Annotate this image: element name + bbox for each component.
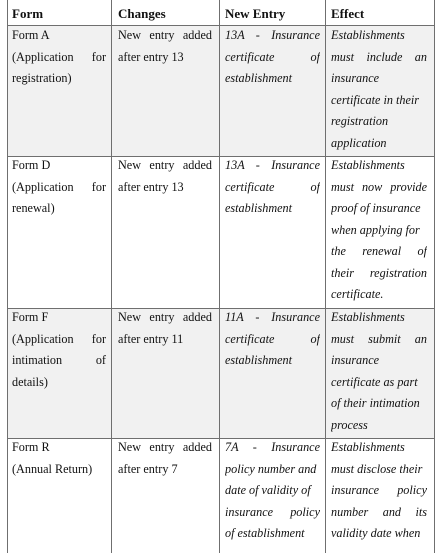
header-effect: Effect [331,6,365,21]
cell-new-entry: 11A - Insurance certificate of establishment [225,310,320,367]
cell-new-entry: 13A - Insurance certificate of establishment [225,158,320,215]
header-new-entry: New Entry [225,6,286,21]
cell-changes: New entry added after entry 13 [118,158,212,194]
grid-line-col-4 [325,0,326,553]
cell-effect: Establishments must include an insurance certificate in their registration application [331,28,427,150]
grid-line-col-2 [111,0,112,553]
header-changes: Changes [118,6,166,21]
cell-effect: Establishments must now provide proof of insurance when applying for the renewal of their registration certificate. [331,158,427,301]
grid-line-left [7,0,8,553]
cell-new-entry: 7A - Insurance policy number and date of validity of insurance policy of establishment [225,440,320,540]
cell-changes: New entry added after entry 13 [118,28,212,64]
header-form: Form [12,6,44,21]
cell-form: Form F (Application for intimation of details) [12,310,106,389]
cell-form: Form D (Application for renewal) [12,158,106,215]
cell-effect: Establishments must submit an insurance certificate as part of their intimation process [331,310,427,432]
cell-new-entry: 13A - Insurance certificate of establishment [225,28,320,85]
cell-form: Form A (Application for registration) [12,28,106,85]
cell-changes: New entry added after entry 11 [118,310,212,346]
grid-line-col-3 [219,0,220,553]
cell-effect: Establishments must disclose their insurance policy number and its validity date when [331,440,427,540]
grid-line-right [434,0,435,553]
cell-form: Form R (Annual Return) [12,440,93,476]
cell-changes: New entry added after entry 7 [118,440,212,476]
